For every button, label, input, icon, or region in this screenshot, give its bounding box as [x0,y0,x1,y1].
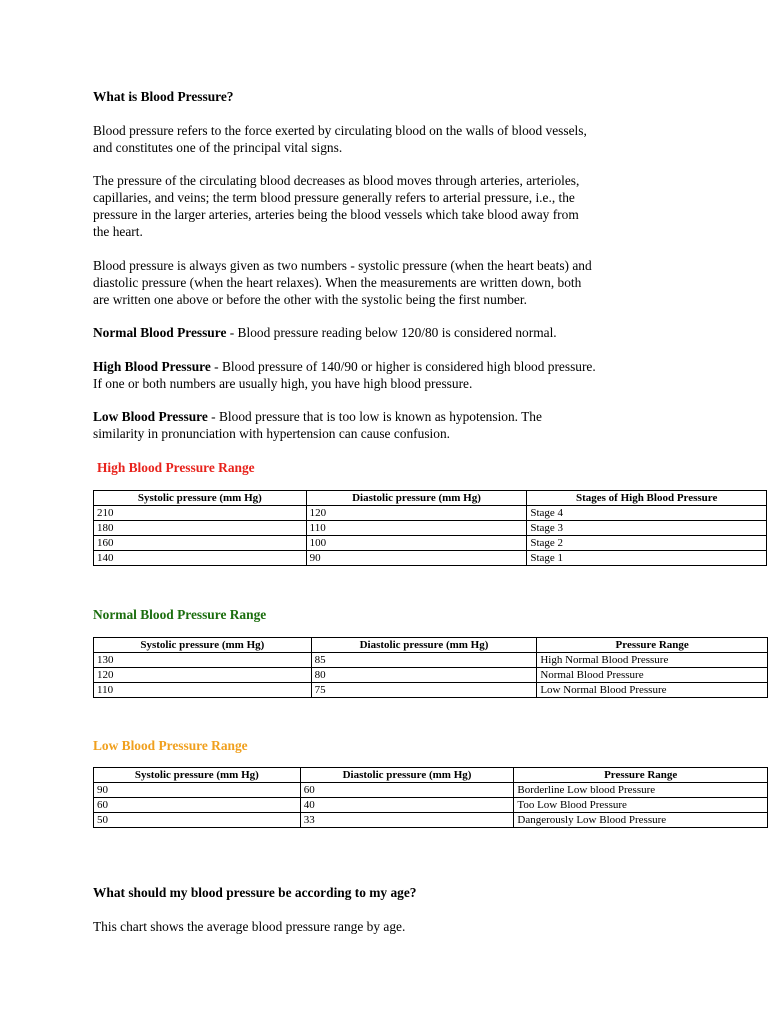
text-line: diastolic pressure (when the heart relaxes). When the measurements are written down, both [93,275,582,290]
table-cell: Stage 2 [527,536,767,551]
table-cell: Normal Blood Pressure [537,668,768,683]
table-cell: 120 [306,506,527,521]
table-cell: Borderline Low blood Pressure [514,783,768,798]
table-cell: Stage 1 [527,551,767,566]
table-cell: 33 [300,813,514,828]
low-range-title: Low Blood Pressure Range [93,738,248,753]
text-line: pressure in the larger arteries, arteries being the blood vessels which take blood away from [93,207,579,222]
paragraph-low [93,408,542,442]
high-desc: - Blood pressure of 140/90 or higher is considered high blood pressure. [210,359,596,374]
table-cell: 50 [94,813,301,828]
text-line: The pressure of the circulating blood decreases as blood moves through arteries, arterioles, [93,173,580,188]
column-header: Diastolic pressure (mm Hg) [300,768,514,783]
paragraph-high [93,358,596,392]
table-cell: Stage 4 [527,506,767,521]
table-cell: 80 [311,668,537,683]
table-cell: 85 [311,653,537,668]
high-term: High Blood Pressure [93,359,211,374]
table-cell: 60 [300,783,514,798]
normal-term: Normal Blood Pressure [93,325,227,340]
column-header: Pressure Range [514,768,768,783]
table-row [94,536,767,551]
normal-range-title: Normal Blood Pressure Range [93,607,267,622]
table-cell: 110 [94,683,312,698]
table-row [94,668,768,683]
table-cell: 140 [94,551,307,566]
text-line: and constitutes one of the principal vital signs. [93,140,343,155]
table-cell: 90 [94,783,301,798]
table-cell: 90 [306,551,527,566]
high-range-table [93,490,767,566]
table-row [94,683,768,698]
table-cell: 160 [94,536,307,551]
column-header: Diastolic pressure (mm Hg) [306,491,527,506]
table-cell: Dangerously Low Blood Pressure [514,813,768,828]
table-cell: 100 [306,536,527,551]
paragraph-normal [93,324,557,341]
paragraph-definition [93,122,587,156]
paragraph-circulation [93,172,579,240]
table-cell: 180 [94,521,307,536]
column-header: Pressure Range [537,638,768,653]
table-cell: Low Normal Blood Pressure [537,683,768,698]
text-line: Blood pressure refers to the force exerted by circulating blood on the walls of blood vessels, [93,123,587,138]
table-cell: 75 [311,683,537,698]
paragraph-two-numbers [93,257,592,308]
low-desc: - Blood pressure that is too low is known as hypotension. The [207,409,542,424]
text-line: the heart. [93,224,143,239]
text-line: Blood pressure is always given as two numbers - systolic pressure (when the heart beats) and [93,258,592,273]
high-range-title: High Blood Pressure Range [97,460,255,475]
column-header: Stages of High Blood Pressure [527,491,767,506]
table-row [94,521,767,536]
text-line: If one or both numbers are usually high, you have high blood pressure. [93,376,473,391]
table-cell: 40 [300,798,514,813]
table-row [94,798,768,813]
text-line: are written one above or before the other with the systolic being the first number. [93,292,527,307]
age-text: This chart shows the average blood pressure range by age. [93,919,406,934]
page-title: What is Blood Pressure? [93,89,234,104]
table-cell: 130 [94,653,312,668]
table-header-row [94,768,768,783]
table-row [94,783,768,798]
table-row [94,551,767,566]
table-row [94,506,767,521]
low-range-table [93,767,768,828]
table-header-row [94,638,768,653]
table-row [94,653,768,668]
low-term: Low Blood Pressure [93,409,208,424]
table-cell: 120 [94,668,312,683]
normal-desc: - Blood pressure reading below 120/80 is considered normal. [226,325,557,340]
table-cell: 60 [94,798,301,813]
table-row [94,813,768,828]
column-header: Systolic pressure (mm Hg) [94,491,307,506]
column-header: Systolic pressure (mm Hg) [94,638,312,653]
table-header-row [94,491,767,506]
text-line: similarity in pronunciation with hypertension can cause confusion. [93,426,451,441]
table-cell: High Normal Blood Pressure [537,653,768,668]
table-cell: Too Low Blood Pressure [514,798,768,813]
age-heading: What should my blood pressure be according to my age? [93,885,417,900]
table-cell: 110 [306,521,527,536]
table-cell: 210 [94,506,307,521]
table-cell: Stage 3 [527,521,767,536]
normal-range-table [93,637,768,698]
text-line: capillaries, and veins; the term blood pressure generally refers to arterial pressure, i.e., the [93,190,575,205]
column-header: Systolic pressure (mm Hg) [94,768,301,783]
column-header: Diastolic pressure (mm Hg) [311,638,537,653]
